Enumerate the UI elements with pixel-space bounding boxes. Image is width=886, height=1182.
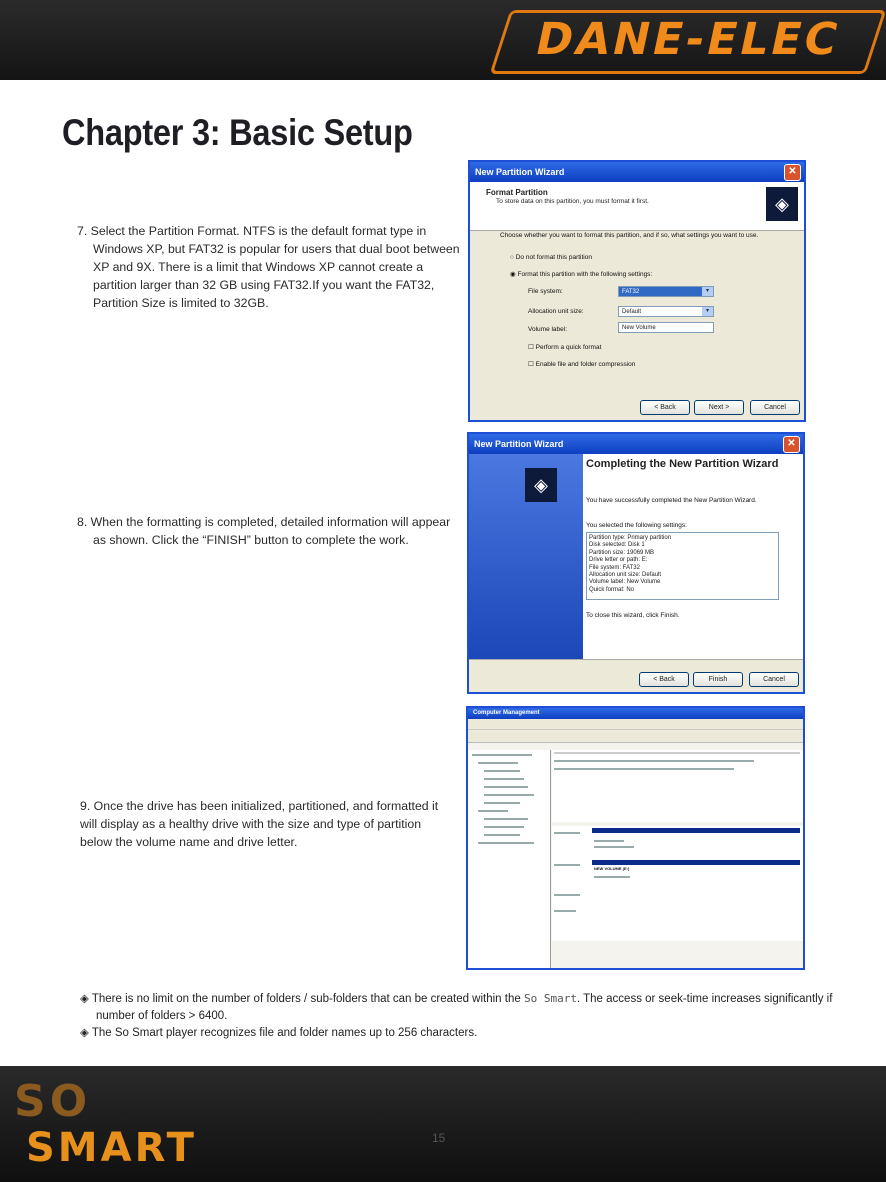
settings-listbox: [586, 532, 779, 600]
compmgmt-toolbar: [468, 730, 803, 743]
file-system-select: FAT32 ▾: [618, 286, 714, 297]
allocation-label: Allocation unit size:: [528, 308, 584, 315]
wizard1-titlebar: [470, 162, 804, 182]
note-item: ◈ There is no limit on the number of folders / sub-folders that can be created within the So Smart. The access or seek-time increases significantly if number of folders > 6400.: [80, 992, 833, 1022]
back-button: < Back: [639, 672, 689, 687]
chevron-down-icon: ▾: [702, 307, 713, 316]
wizard2-sidebar: [469, 454, 583, 659]
setting-item: Drive letter or path: E:: [589, 557, 648, 564]
chevron-down-icon: ▾: [702, 287, 713, 296]
radio-do-not-format: ○ Do not format this partition: [510, 254, 592, 261]
close-icon: ✕: [783, 436, 800, 453]
setting-item: Allocation unit size: Default: [589, 572, 662, 579]
page-number: 15: [432, 1131, 446, 1145]
wizard2-settings-label: You selected the following settings:: [586, 522, 687, 529]
setting-item: Volume label: New Volume: [589, 579, 661, 586]
disk-wizard-icon: ◈: [525, 468, 557, 502]
close-icon: ✕: [784, 164, 801, 181]
file-system-label: File system:: [528, 288, 563, 295]
quick-format-checkbox: ☐ Perform a quick format: [528, 344, 602, 351]
setting-item: File system: FAT32: [589, 564, 640, 571]
wizard1-subheading: To store data on this partition, you must format it first.: [496, 198, 649, 205]
step-7-text: 7. Select the Partition Format. NTFS is the default format type in Windows XP, but FAT32 is popular for users that dual boot between XP and 9X. There is a limit that Windows XP cannot create a partition larger than 32 GB using FAT32.If you want the FAT32, Partition Size is limited to 32GB.: [77, 224, 460, 310]
brand-logo: DANE-ELEC: [531, 14, 846, 65]
so-smart-logo-top: SO: [14, 1076, 92, 1127]
wizard1-title: New Partition Wizard: [475, 167, 565, 177]
allocation-select: Default ▾: [618, 306, 714, 317]
volume-label-label: Volume label:: [528, 326, 568, 333]
disk-wizard-icon: ◈: [766, 187, 798, 221]
volume-list-pane: [552, 750, 803, 822]
notes-list: [80, 990, 840, 1042]
finish-button: Finish: [693, 672, 743, 687]
setting-item: Partition type: Primary partition: [589, 535, 672, 541]
page-header: [0, 0, 886, 80]
volume-label-field: New Volume: [618, 322, 714, 333]
step-8-text: 8. When the formatting is completed, detailed information will appear as shown. Click the “FINISH” button to complete the work.: [77, 515, 451, 547]
next-button: Next >: [694, 400, 744, 415]
format-partition-screenshot: [468, 160, 806, 422]
wizard2-title: New Partition Wizard: [474, 439, 564, 449]
so-smart-logo-bottom: SMART: [26, 1125, 197, 1171]
wizard2-titlebar: [469, 434, 803, 454]
step-9-text: 9. Once the drive has been initialized, partitioned, and formatted it will display as a healthy drive with the size and type of partition below the volume name and drive letter.: [80, 799, 439, 849]
compmgmt-title: Computer Management: [473, 710, 540, 716]
wizard1-instruction: Choose whether you want to format this partition, and if so, what settings you want to use.: [500, 232, 759, 239]
compmgmt-titlebar: [468, 708, 803, 719]
note-item: ◈ The So Smart player recognizes file and folder names up to 256 characters.: [80, 1027, 478, 1039]
wizard2-footer: [469, 659, 805, 694]
wizard1-header: [470, 182, 804, 231]
computer-management-screenshot: [466, 706, 805, 970]
cancel-button: Cancel: [750, 400, 800, 415]
compression-checkbox: ☐ Enable file and folder compression: [528, 361, 636, 368]
wizard1-heading: Format Partition: [486, 188, 548, 197]
setting-item: Quick format: No: [589, 586, 635, 593]
volume-name: NEW VOLUME (E:): [594, 866, 630, 871]
radio-format: ◉ Format this partition with the following settings:: [510, 271, 653, 278]
page-title: Chapter 3: Basic Setup: [62, 112, 413, 153]
wizard2-heading: Completing the New Partition Wizard: [586, 458, 779, 470]
wizard2-close-text: To close this wizard, click Finish.: [586, 612, 680, 619]
compmgmt-menubar: [468, 719, 803, 730]
back-button: < Back: [640, 400, 690, 415]
setting-item: Partition size: 19069 MB: [589, 549, 655, 556]
console-tree: [468, 750, 551, 968]
cancel-button: Cancel: [749, 672, 799, 687]
completing-wizard-screenshot: [467, 432, 805, 694]
wizard2-body: [583, 454, 805, 659]
disk-layout-pane: [552, 826, 803, 941]
setting-item: Disk selected: Disk 1: [589, 542, 645, 549]
wizard2-success: You have successfully completed the New Partition Wizard.: [586, 497, 757, 504]
product-name: So Smart: [523, 992, 577, 1005]
